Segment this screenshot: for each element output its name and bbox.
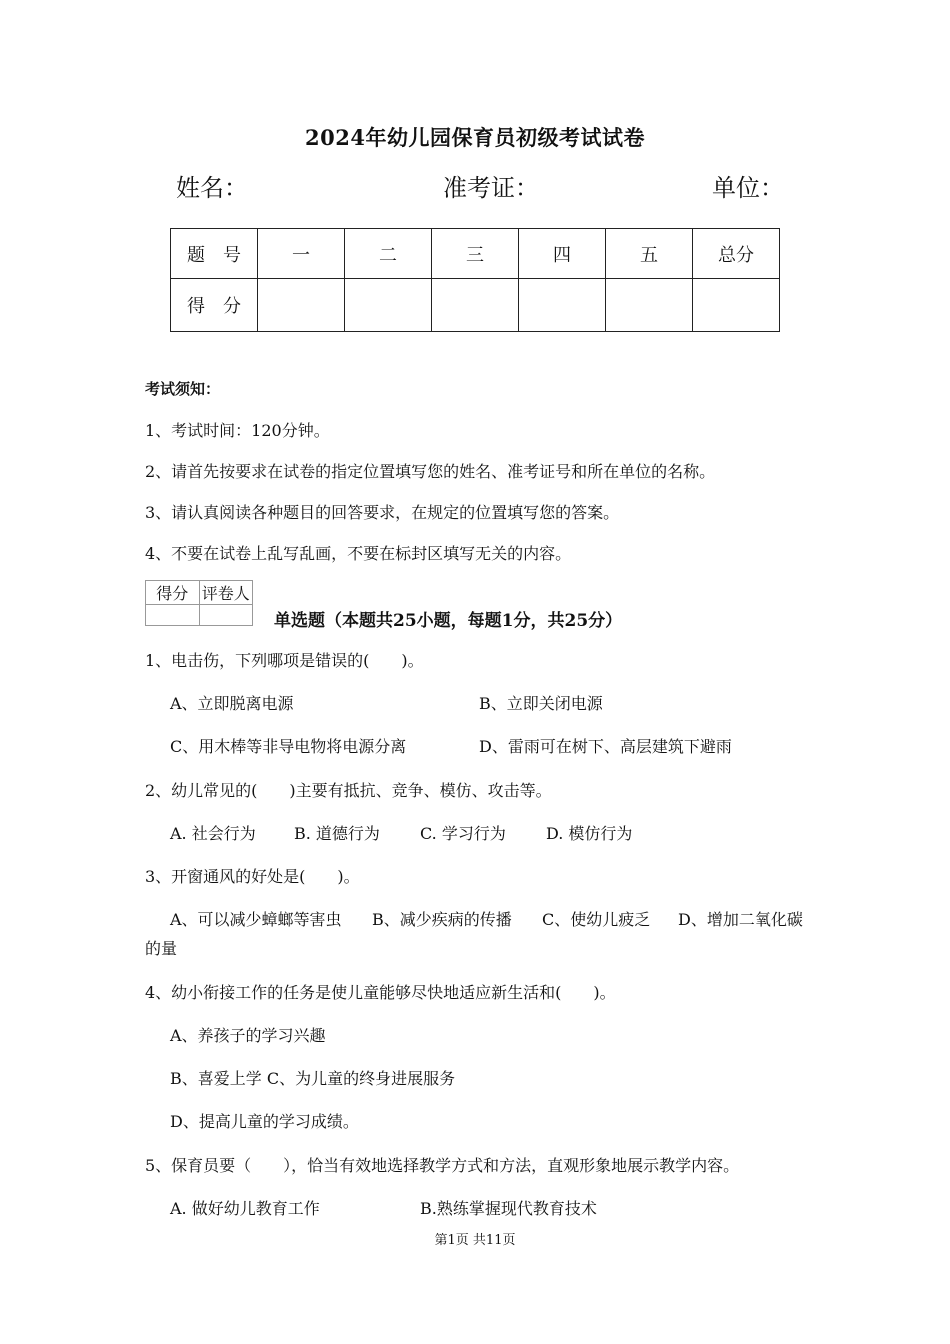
question-option: A、立即脱离电源 [170, 694, 294, 713]
section-title: 单选题（本题共25小题，每题1分，共25分） [274, 611, 623, 631]
score-header-cell: 题 号 [171, 229, 258, 279]
score-table-score-row [171, 279, 780, 332]
question-stem: 3、开窗通风的好处是( )。 [145, 867, 360, 886]
score-cell[interactable] [519, 279, 606, 332]
score-cell[interactable] [606, 279, 693, 332]
question-option: D. 模仿行为 [546, 824, 633, 843]
exam-id-label: 准考证： [443, 174, 539, 202]
question-option: C. 学习行为 [420, 824, 506, 843]
question-option: B. 道德行为 [294, 824, 380, 843]
score-header-cell: 总分 [693, 229, 780, 279]
notice-item: 3、请认真阅读各种题目的回答要求，在规定的位置填写您的答案。 [145, 503, 620, 522]
question-option: B、立即关闭电源 [479, 694, 603, 713]
page-footer: 第1页 共11页 [434, 1233, 516, 1248]
question-stem: 1、电击伤，下列哪项是错误的( )。 [145, 651, 424, 670]
exam-title: 2024年幼儿园保育员初级考试试卷 [305, 125, 645, 150]
question-option: D、增加二氧化碳 [678, 910, 803, 929]
grader-reviewer-label: 评卷人 [199, 581, 253, 605]
name-label: 姓名： [176, 174, 248, 202]
question-option: A、可以减少蟑螂等害虫 [170, 910, 342, 929]
grader-score-cell[interactable] [146, 605, 200, 626]
score-row-label: 得 分 [171, 279, 258, 332]
grader-score-label: 得分 [146, 581, 200, 605]
score-header-cell: 二 [345, 229, 432, 279]
score-cell[interactable] [345, 279, 432, 332]
question-option: A. 社会行为 [170, 824, 256, 843]
grader-box [145, 580, 253, 626]
question-option: B.熟练掌握现代教育技术 [420, 1199, 597, 1218]
score-cell[interactable] [432, 279, 519, 332]
question-option: A. 做好幼儿教育工作 [170, 1199, 320, 1218]
question-option: B、减少疾病的传播 [372, 910, 512, 929]
question-option: C、用木棒等非导电物将电源分离 [170, 737, 407, 756]
notice-item: 2、请首先按要求在试卷的指定位置填写您的姓名、准考证号和所在单位的名称。 [145, 462, 716, 481]
question-option: D、提高儿童的学习成绩。 [170, 1112, 359, 1131]
score-header-cell: 四 [519, 229, 606, 279]
score-table [170, 228, 780, 332]
score-header-cell: 五 [606, 229, 693, 279]
score-header-cell: 一 [258, 229, 345, 279]
question-option: B、喜爱上学 C、为儿童的终身进展服务 [170, 1069, 456, 1088]
grader-reviewer-cell[interactable] [199, 605, 253, 626]
question-option: A、养孩子的学习兴趣 [170, 1026, 326, 1045]
question-stem: 4、幼小衔接工作的任务是使儿童能够尽快地适应新生活和( )。 [145, 983, 616, 1002]
notice-item: 1、考试时间：120分钟。 [145, 421, 330, 440]
question-option: D、雷雨可在树下、高层建筑下避雨 [479, 737, 732, 756]
notice-heading: 考试须知： [145, 380, 221, 398]
question-stem: 2、幼儿常见的( )主要有抵抗、竞争、模仿、攻击等。 [145, 781, 552, 800]
notice-item: 4、不要在试卷上乱写乱画，不要在标封区填写无关的内容。 [145, 544, 572, 563]
score-table-header-row [171, 229, 780, 279]
question-option-continuation: 的量 [145, 939, 178, 958]
score-cell[interactable] [693, 279, 780, 332]
score-cell[interactable] [258, 279, 345, 332]
question-stem: 5、保育员要（ ），恰当有效地选择教学方式和方法，直观形象地展示教学内容。 [145, 1156, 740, 1175]
question-option: C、使幼儿疲乏 [542, 910, 651, 929]
unit-label: 单位： [712, 174, 784, 202]
score-header-cell: 三 [432, 229, 519, 279]
